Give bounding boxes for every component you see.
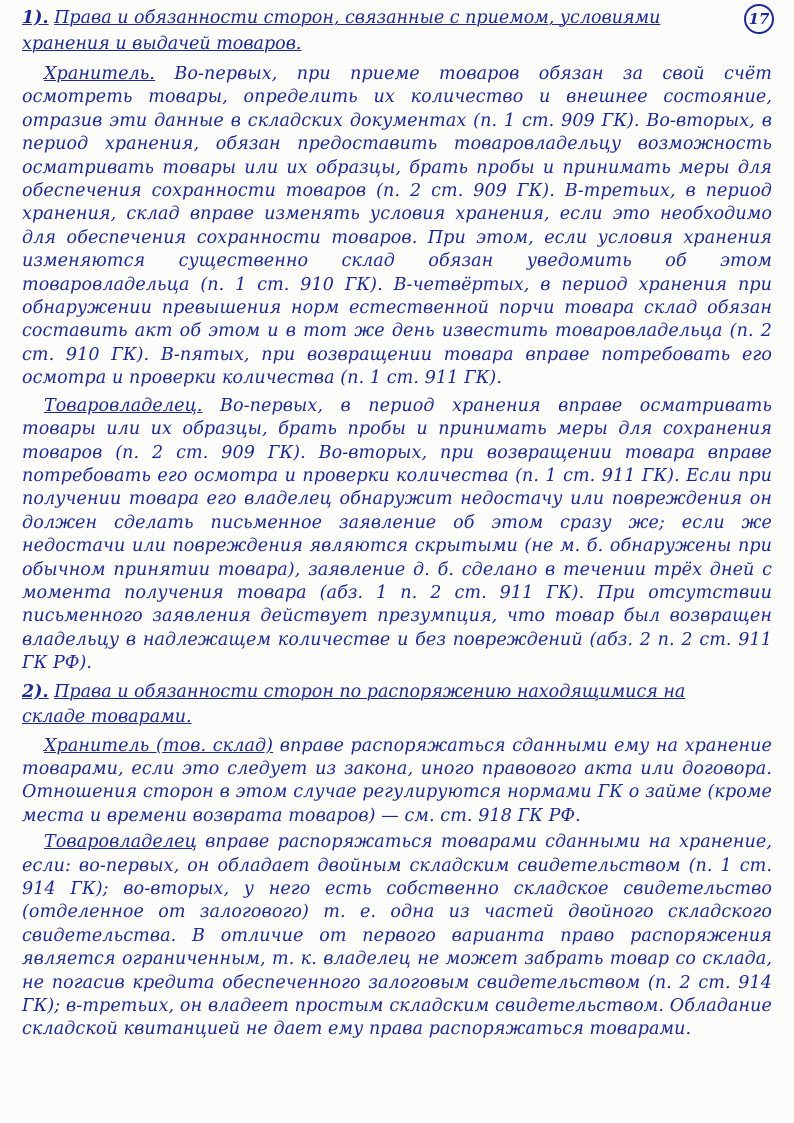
section-title: Права и обязанности сторон, связанные с приемом, условиями хранения и выдачей товаров.	[22, 8, 661, 54]
paragraph-lead: Товаровладелец.	[44, 395, 203, 416]
paragraph-owner-rights	[22, 395, 772, 676]
section-1	[22, 6, 772, 676]
section-2	[22, 680, 772, 1042]
paragraph-keeper-duties	[22, 63, 772, 391]
page-number: 17	[744, 4, 774, 34]
paragraph-lead: Хранитель (тов. склад)	[44, 735, 274, 756]
paragraph-keeper-disposal	[22, 735, 772, 829]
section-heading	[22, 6, 772, 57]
paragraph-text: вправе распоряжаться сданными ему на хранение товарами, если это следует из закона, иного правового акта или договора. Отношения сторон в этом случае регулируются нормами ГК о займе (кроме места и времени возврата товаров) — см. ст. 918 ГК РФ.	[22, 735, 772, 826]
paragraph-text: Во-первых, при приеме товаров обязан за свой счёт осмотреть товары, определить их количество и внешнее состояние, отразив эти данные в складских документах (п. 1 ст. 909 ГК). Во-вторых, в период хранения, обязан предоставить товаровладельцу возможность осматривать товары или их образцы, брать пробы и принимать меры для обеспечения сохранности товаров (п. 2 ст. 909 ГК). В-третьих, в период хранения, склад вправе изменять условия хранения, если это необходимо для обеспечения сохранности товаров. При этом, если условия хранения изменяются существенно склад обязан уведомить об этом товаровладельца (п. 1 ст. 910 ГК). В-четвёртых, в период хранения при обнаружении превышения норм естественной порчи товара склад обязан составить акт об этом и в тот же день известить товаровладельца (п. 2 ст. 910 ГК). В-пятых, при возвращении товара вправе потребовать его осмотра и проверки количества (п. 1 ст. 911 ГК).	[22, 64, 772, 389]
section-number: 2).	[22, 681, 49, 702]
paragraph-lead: Хранитель.	[44, 64, 156, 84]
paragraph-text: Во-первых, в период хранения вправе осматривать товары или их образцы, брать пробы и принимать меры для сохранения товаров (п. 2 ст. 909 ГК). Во-вторых, при возвращении товара вправе потребовать его осмотра и проверки количества (п. 1 ст. 911 ГК). Если при получении товара его владелец обнаружит недостачу или повреждения он должен сделать письменное заявление об этом сразу же; если же недостачи или повреждения являются скрытыми (не м. б. обнаружены при обычном принятии товара), заявление д. б. сделано в течении трёх дней с момента получения товара (абз. 1 п. 2 ст. 911 ГК). При отсутствии письменного заявления действует презумпция, что товар был возвращен владельцу в надлежащем количестве и без повреждений (абз. 2 п. 2 ст. 911 ГК РФ).	[22, 395, 772, 674]
section-title: Права и обязанности сторон по распоряжению находящимися на складе товарами.	[22, 681, 686, 728]
paragraph-text: вправе распоряжаться товарами сданными на хранение, если: во-первых, он обладает двойным складским свидетельством (п. 1 ст. 914 ГК); во-вторых, у него есть собственно складское свидетельство (отделенное от залогового) т. е. одна из частей двойного складского свидетельства. В отличие от первого варианта право распоряжения является ограниченным, т. к. владелец не может забрать товар со склада, не погасив кредита обеспеченного залоговым свидетельством (п. 2 ст. 914 ГК); в-третьих, он владеет простым складским свидетельством. Обладание складской квитанцией не дает ему права распоряжаться товарами.	[22, 832, 772, 1040]
paragraph-owner-disposal	[22, 831, 772, 1042]
section-number: 1).	[22, 8, 49, 28]
paragraph-lead: Товаровладелец	[44, 832, 197, 853]
section-heading	[22, 680, 772, 731]
